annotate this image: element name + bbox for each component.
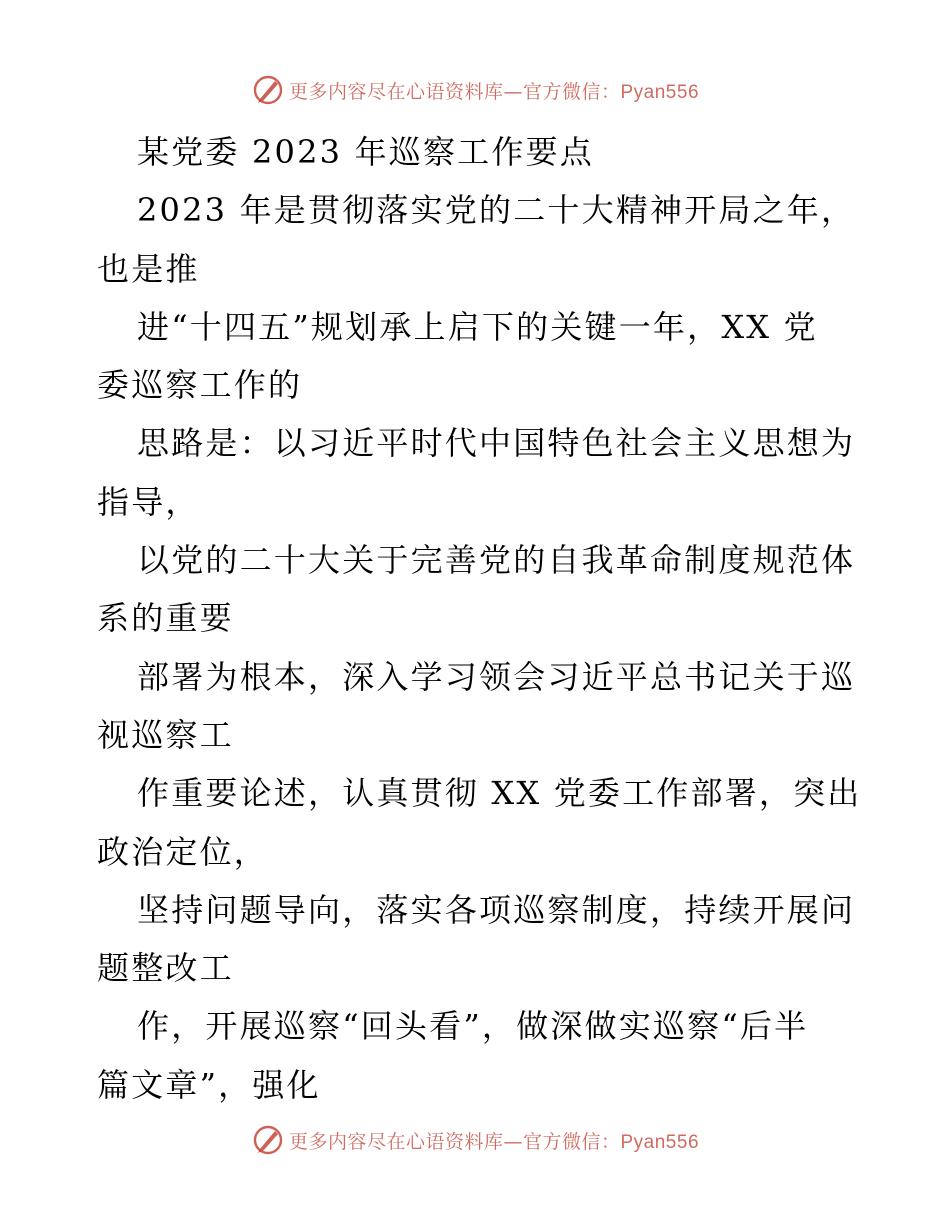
document-body (97, 123, 862, 1114)
text-line: 系的重要 (97, 599, 234, 638)
text-line: 也是推 (97, 249, 200, 288)
quill-pen-circle-icon (251, 73, 285, 107)
quill-pen-circle-icon (251, 1123, 285, 1157)
text-line: 作，开展巡察“回头看”，做深做实巡察“后半 (137, 1007, 809, 1046)
text-line: 以党的二十大关于完善党的自我革命制度规范体 (137, 541, 856, 580)
text-line: 篇文章”，强化 (97, 1065, 321, 1104)
text-line: 作重要论述，认真贯彻 XX 党委工作部署，突出 (137, 774, 862, 813)
text-line: 委巡察工作的 (97, 366, 303, 405)
watermark-wechat-id: Pyan556 (620, 81, 700, 103)
text-line: 2023 年是贯彻落实党的二十大精神开局之年， (137, 191, 856, 230)
document-title: 某党委 2023 年巡察工作要点 (137, 133, 594, 171)
header-watermark (0, 70, 950, 110)
text-line: 坚持问题导向，落实各项巡察制度，持续开展问 (137, 890, 856, 929)
text-line: 指导， (97, 482, 200, 521)
text-line: 思路是：以习近平时代中国特色社会主义思想为 (137, 424, 856, 463)
watermark-text: 更多内容尽在心语资料库—官方微信：Pyan556 (288, 80, 700, 103)
text-line: 部署为根本，深入学习领会习近平总书记关于巡 (137, 657, 856, 696)
text-line: 视巡察工 (97, 715, 234, 754)
watermark-text: 更多内容尽在心语资料库—官方微信：Pyan556 (288, 1130, 700, 1153)
text-line: 政治定位， (97, 832, 269, 871)
text-line: 进“十四五”规划承上启下的关键一年，XX 党 (137, 307, 818, 346)
footer-watermark (0, 1120, 950, 1160)
watermark-wechat-id: Pyan556 (620, 1131, 700, 1153)
text-line: 题整改工 (97, 949, 234, 988)
